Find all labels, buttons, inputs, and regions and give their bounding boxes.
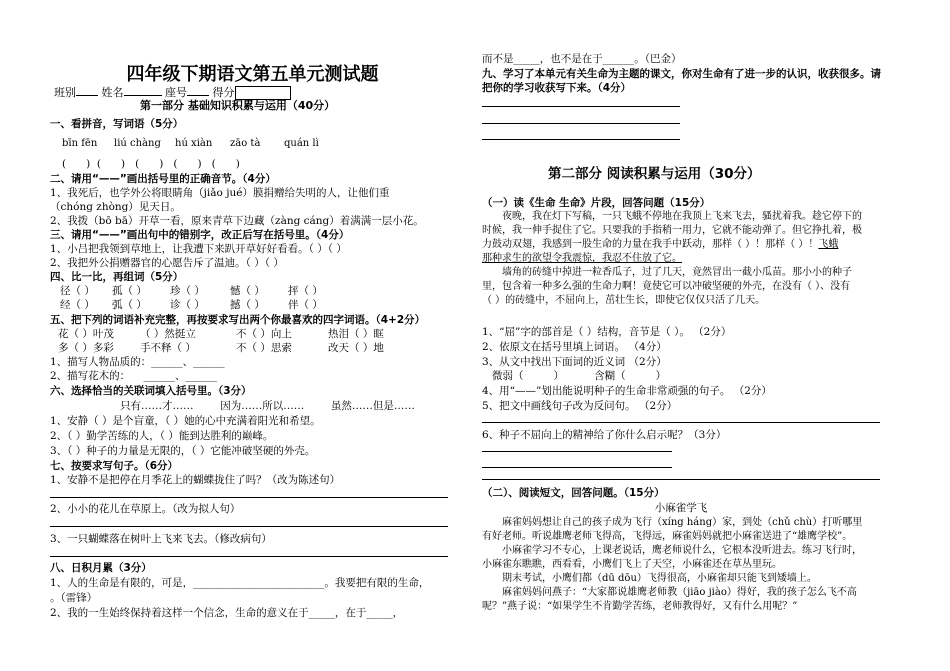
q4-item: 弧（ ） <box>112 299 147 311</box>
q5-item: （ ）然挺立 <box>140 328 196 340</box>
q5-item: 花（ ）叶茂 <box>58 328 114 340</box>
name-label: 姓名 <box>101 86 124 99</box>
part2-heading: 第二部分 阅读积累与运用（30分） <box>548 166 761 182</box>
r2-para-line: 麻雀妈妈想让自己的孩子成为飞行（xíng háng）家，到处（chǔ chù）打听哪里 <box>502 517 863 528</box>
q2-heading: 二、请用“——”画出括号里的正确音节。（4分） <box>50 173 276 185</box>
r2-para-line: 呢？”燕子说：“如果学生不肯勤学苦练，老师教得好，又有什么用呢？” <box>482 601 798 612</box>
q7-heading: 七、按要求写句子。（6分） <box>50 460 179 472</box>
r1-para2-line: 墙角的砖缝中掉进一粒香瓜子，过了几天，竟然冒出一截小瓜苗。那小小的种子 <box>502 267 852 278</box>
q7-line-1: 1、安静不是把停在月季花上的蝴蝶拢住了吗？（改为陈述句） <box>50 474 341 486</box>
answer-line[interactable] <box>50 497 448 498</box>
pinyin-2: liú chàng <box>114 138 161 149</box>
r2-heading: （二）、阅读短文，回答问题。（15分） <box>482 487 665 499</box>
class-label: 班别 <box>54 86 76 99</box>
underlined-sentence: 那种求生的欲望令我震惊，我忍不住放了它。 <box>482 253 682 264</box>
r1-question: 4、用“——”划出能说明种子的生命非常顽强的句子。 （2分） <box>482 385 772 397</box>
q4-item: 伴（ ） <box>288 299 323 311</box>
q1-blanks[interactable]: ( ) ( ) ( ) ( ) ( ) <box>62 158 240 170</box>
r1-para1-line <box>482 238 838 252</box>
r1-heading: （一）读《生命 生命》片段，回答问题（15分） <box>482 197 711 209</box>
pinyin-5: quán lì <box>284 138 319 149</box>
q4-item: 撼（ ） <box>230 299 265 311</box>
r1-question: 1、“屈”字的部首是（ ）结构，音节是（ ）。 （2分） <box>482 326 732 338</box>
q5-item: 手不释（ ） <box>140 342 196 354</box>
q8-line-3: 2、我的一生始终保持着这样一个信念，生命的意义在于_____，在于_____， <box>50 607 404 619</box>
student-info-row <box>54 84 291 100</box>
answer-line[interactable] <box>482 422 880 423</box>
q3-line-1: 1、小吕把我领到草地上，让我遭下来趴开草好好看看。（ ）（ ） <box>50 243 347 255</box>
answer-line[interactable] <box>482 106 680 107</box>
r1-para1-line: 时候，我一伸手捉住了它。只要我的手指稍一用力，它就不能动弹了。但它挣扎着，极 <box>482 225 862 236</box>
r1-question: 5、把文中画线句子改为反问句。 （2分） <box>482 400 678 412</box>
answer-line[interactable] <box>482 123 680 124</box>
pinyin-4: zāo tà <box>230 138 261 149</box>
q5-heading: 五、把下列的词语补充完整，再按要求写出两个你最喜欢的四字词语。（4+2分） <box>50 314 426 326</box>
q5-item: 热泪（ ）眶 <box>328 328 384 340</box>
r1-question: 微弱（ ） 含糊（ ） <box>482 370 667 382</box>
q5-line-1: 1、描写人物品质的：______、______ <box>50 356 225 368</box>
q3-line-2: 2、我把外公捐赠器官的心愿告斥了温迪。（ ）（ ） <box>50 257 284 269</box>
r2-para-line: 小麻雀东瞧瞧，西看看，小鹰们飞上了天空，小麻雀还在草丛里玩。 <box>482 559 782 570</box>
pinyin-1: bīn fēn <box>62 138 98 149</box>
name-field[interactable] <box>124 84 162 96</box>
answer-line[interactable] <box>50 526 448 527</box>
r1-para1-text: 力鼓动双翅，我感到一股生命的力量在我手中跃动，那样（ ）！那样（ ）！ <box>482 239 819 250</box>
q1-heading: 一、看拼音，写词语（5分） <box>50 118 184 130</box>
q9-line-1: 九、学习了本单元有关生命为主题的课文，你对生命有了进一步的认识，收获很多。请 <box>482 68 881 80</box>
underlined-sentence: 飞蛾 <box>818 239 839 250</box>
q5-item: 不（ ）思索 <box>236 342 292 354</box>
score-box[interactable] <box>235 86 291 100</box>
r1-question: 3、从文中找出下面词的近义词 （2分） <box>482 356 667 368</box>
q7-line-2: 2、小小的花儿在草原上。（改为拟人句） <box>50 503 241 515</box>
q8-line-2: 。（雷锋） <box>50 592 98 604</box>
q9-line-2: 把你的学习收获写下来。（4分） <box>482 82 632 94</box>
q5-line-2: 2、描写花木的： ______、______ <box>50 370 218 382</box>
q6-line-1: 1、安静（ ）是个盲童，（ ）她的心中充满着阳光和希望。 <box>50 415 321 427</box>
q2-line-2: （chóng zhòng）见天日。 <box>50 201 181 213</box>
q8-line-1: 1、人的生命是有限的，可是，_________________________。我要把有限的生命， <box>50 577 430 589</box>
q4-heading: 四、比一比，再组词（5分） <box>50 271 184 283</box>
section-divider <box>482 479 880 480</box>
r2-para-line: 有好老师。听说雄鹰老师飞得高，飞得远，麻雀妈妈就把小麻雀送进了“雄鹰学校”。 <box>482 531 853 542</box>
q6-options: 只有……才…… 因为……所以…… 虽然……但是…… <box>120 400 415 412</box>
score-label: 得分 <box>212 86 235 99</box>
q8-heading: 八、日积月累（3分） <box>50 562 152 574</box>
class-field[interactable] <box>76 84 98 96</box>
q7-line-3: 3、一只蝴蝶落在树叶上飞来飞去。（修改病句） <box>50 533 272 545</box>
q5-item: 多（ ）多彩 <box>58 342 114 354</box>
r1-para1-line: 夜晚，我在灯下写稿，一只飞蛾不停地在我顶上飞来飞去，骚扰着我。趁它停下的 <box>502 211 862 222</box>
q4-item: 抨（ ） <box>288 285 323 297</box>
seat-field[interactable] <box>187 84 209 96</box>
q4-item: 珍（ ） <box>170 285 205 297</box>
q2-line-1: 1、我死后，也学外公将眼睛角（jiǎo jué）膜捐赠给失明的人，让他们重 <box>50 187 390 199</box>
answer-line[interactable] <box>482 139 680 140</box>
q3-heading: 三、请用“——”画出句中的错别字，改正后写在括号里。（4分） <box>50 229 350 241</box>
seat-label: 座号 <box>165 86 187 99</box>
r2-para-line: 期末考试，小鹰们都（dū dōu）飞得很高，小麻雀却只能飞到矮墙上。 <box>502 573 817 584</box>
r1-para2-line: 里，包含着一种多么强的生命力啊！竟使它可以冲破坚硬的外壳，在没有（ ）、没有 <box>482 281 851 292</box>
answer-line[interactable] <box>482 467 672 468</box>
r2-para-line: 麻雀妈妈问燕子：“大家都说雄鹰老师教（jiāo jiào）得好，我的孩子怎么飞不高 <box>502 587 857 598</box>
pinyin-3: hú xiàn <box>175 138 213 149</box>
q4-item: 径（ ） <box>60 285 95 297</box>
r2-para-line: 小麻雀学习不专心，上课老说话，鹰老师说什么，它根本没听进去。练习飞行时， <box>502 545 862 556</box>
r1-question: 6、种子不屈向上的精神给了你什么启示呢？（3分） <box>482 429 727 441</box>
q4-item: 憾（ ） <box>230 285 265 297</box>
q2-line-3: 2、我拨（bō bā）开草一看，原来青草下边藏（zàng cáng）着满满一层小花。 <box>50 215 424 227</box>
q4-item: 诊（ ） <box>170 299 205 311</box>
q5-item: 改天（ ）地 <box>328 342 384 354</box>
q6-line-3: 3、（ ）种子的力量是无限的，（ ）它能冲破坚硬的外壳。 <box>50 445 316 457</box>
q6-heading: 六、选择恰当的关联词填入括号里。（3分） <box>50 385 252 397</box>
q4-item: 孤（ ） <box>112 285 147 297</box>
page-title: 四年级下期语文第五单元测试题 <box>126 64 379 85</box>
q5-item: 不（ ）向上 <box>236 328 292 340</box>
r2-subtitle: 小麻雀学飞 <box>654 502 708 514</box>
answer-line[interactable] <box>50 556 448 557</box>
answer-line[interactable] <box>482 451 672 452</box>
part1-heading: 第一部分 基础知识积累与运用（40分） <box>140 99 336 112</box>
r1-question: 2、依原文在括号里填上词语。 （4分） <box>482 341 667 353</box>
r1-para2-line: （ ）的砖缝中，不屈向上，茁壮生长，即使它仅仅只活了几天。 <box>482 295 766 306</box>
q4-item: 经（ ） <box>60 299 95 311</box>
q8-continuation: 而不是_____，也不是在于______。（巴金） <box>482 53 682 65</box>
q6-line-2: 2、（ ）勤学苦练的人，（ ）能到达胜利的巅峰。 <box>50 430 274 442</box>
